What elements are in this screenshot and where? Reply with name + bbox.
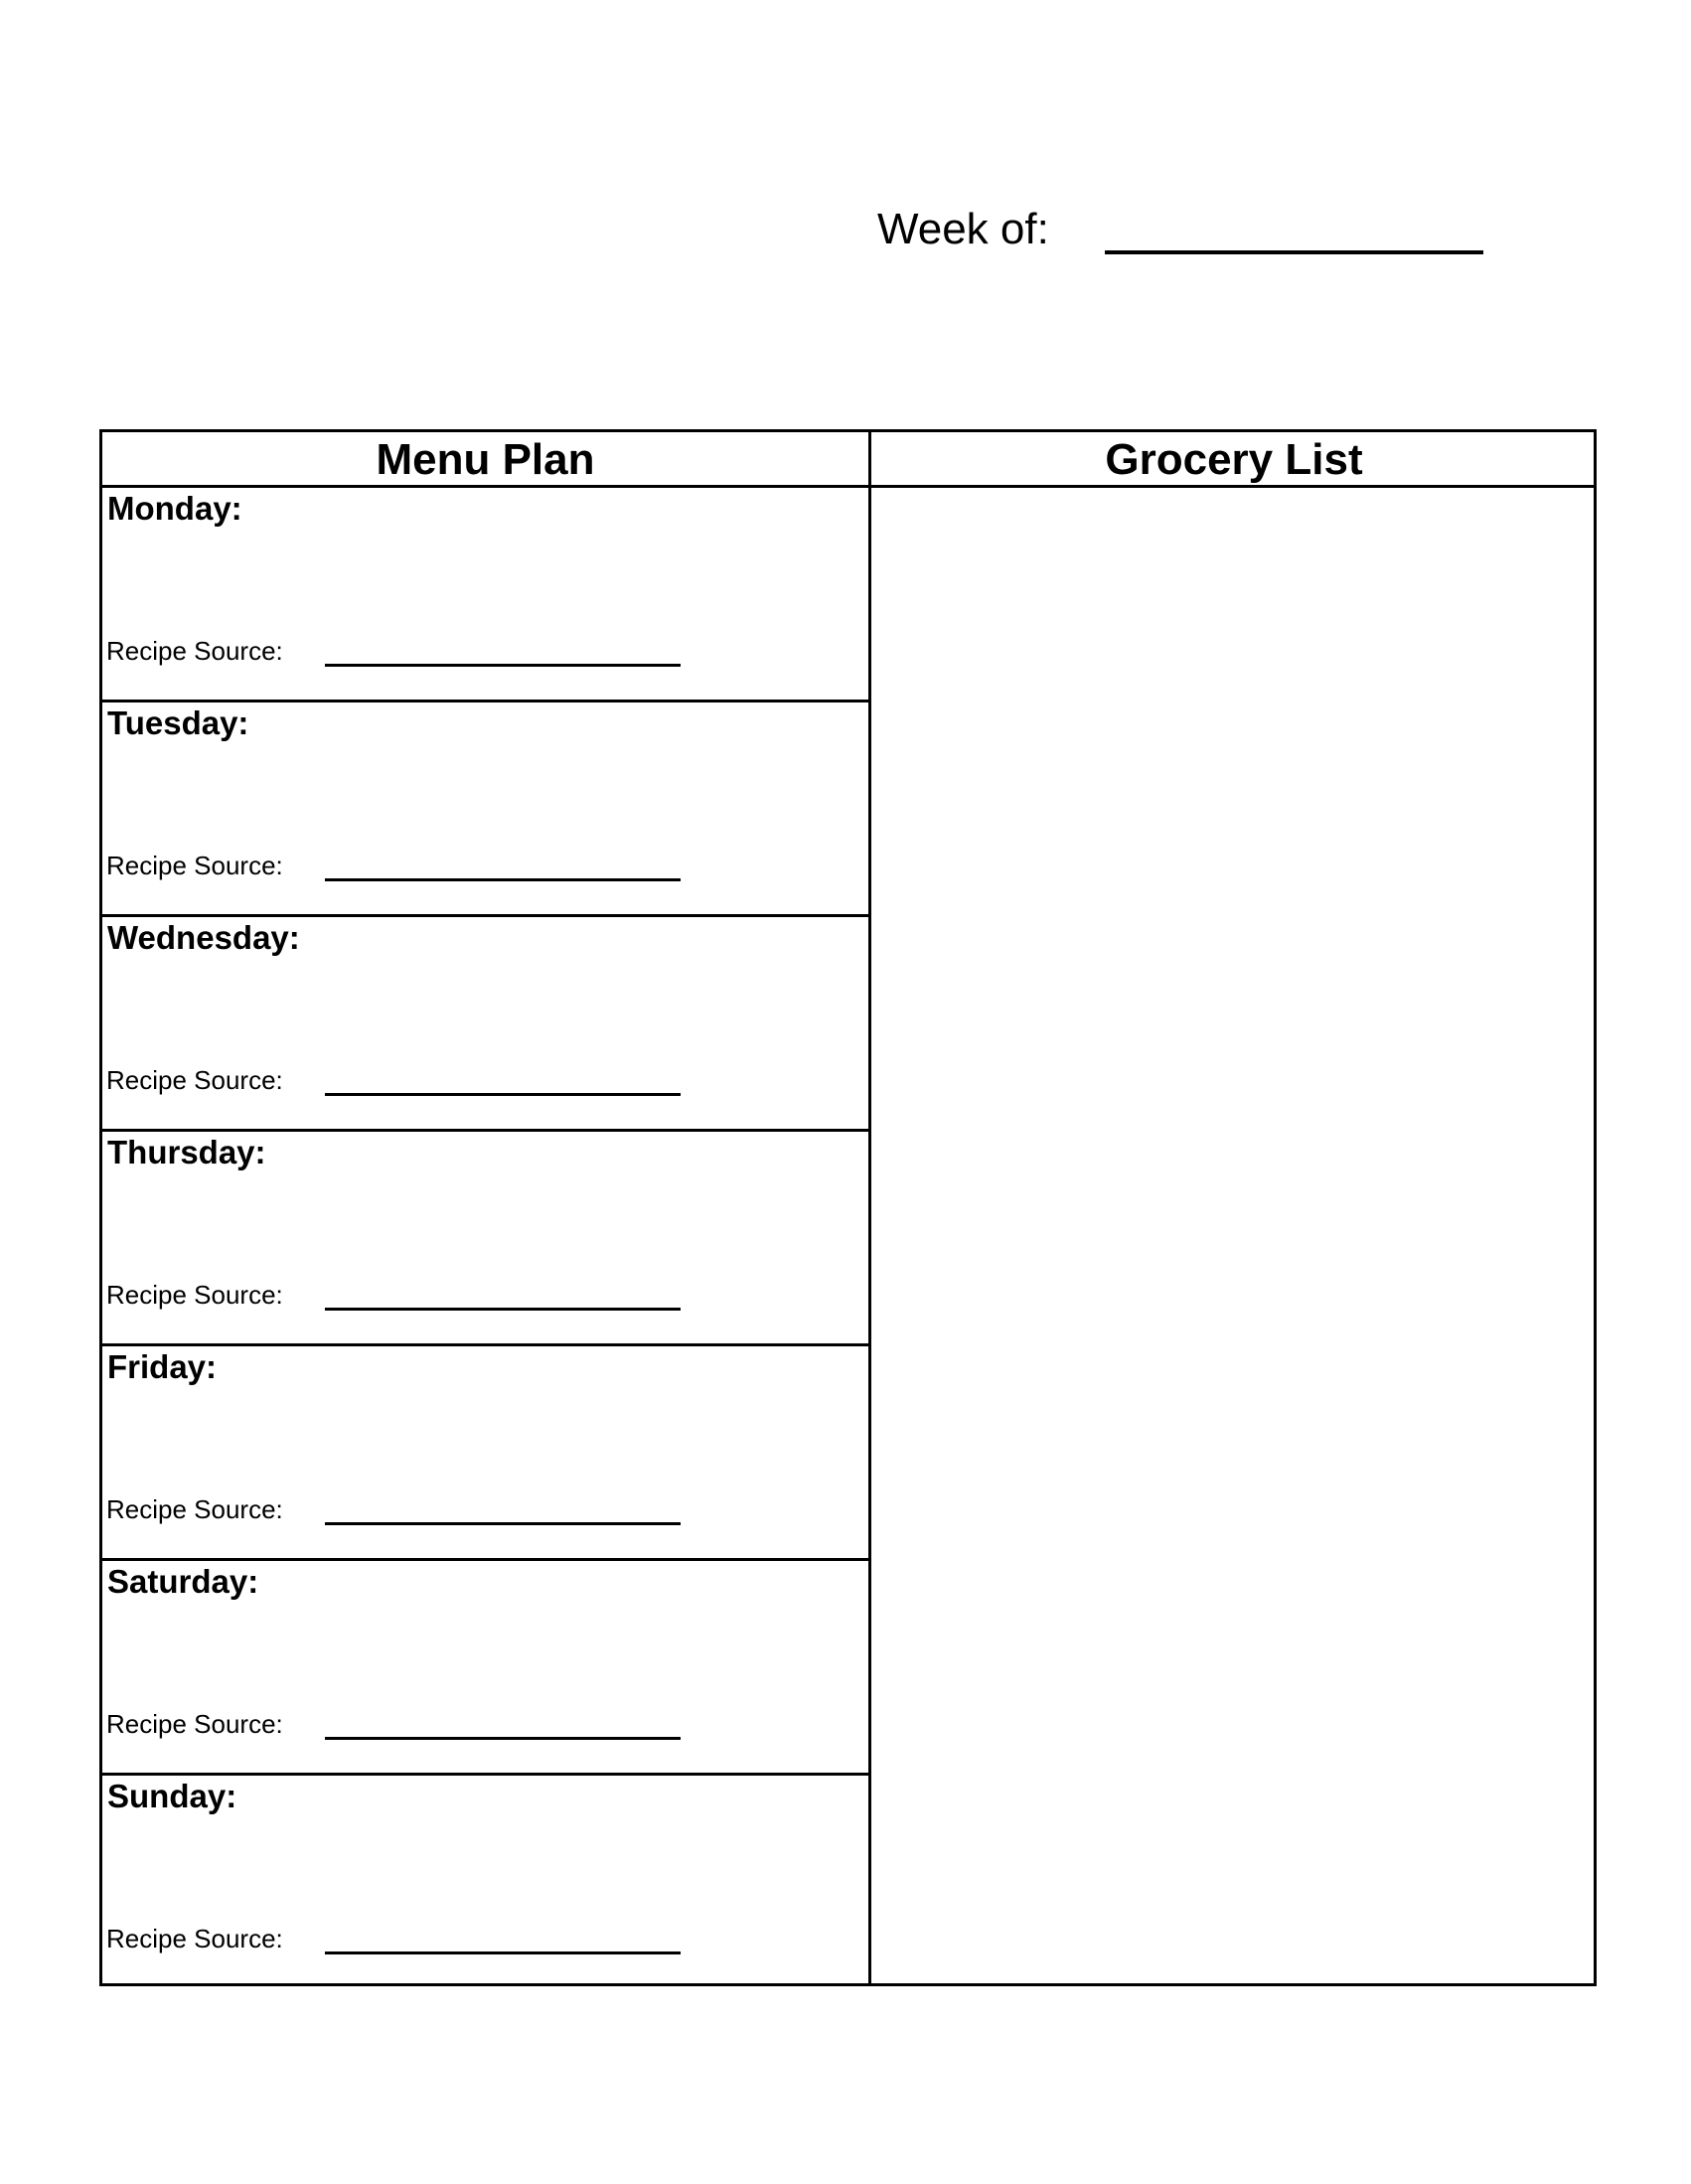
recipe-source-label: Recipe Source: bbox=[106, 636, 283, 666]
recipe-source-label: Recipe Source: bbox=[106, 1065, 283, 1095]
day-row-saturday[interactable] bbox=[102, 1561, 868, 1776]
day-label: Tuesday: bbox=[107, 704, 249, 741]
week-of-label: Week of: bbox=[877, 205, 1049, 253]
recipe-source-input-line[interactable] bbox=[325, 664, 681, 667]
grocery-list-area[interactable] bbox=[871, 488, 1597, 1986]
day-row-friday[interactable] bbox=[102, 1346, 868, 1561]
menu-plan-heading: Menu Plan bbox=[376, 435, 595, 484]
day-label: Monday: bbox=[107, 490, 242, 527]
menu-plan-column bbox=[102, 488, 868, 1987]
recipe-source-label: Recipe Source: bbox=[106, 1709, 283, 1739]
day-row-tuesday[interactable] bbox=[102, 702, 868, 917]
menu-grocery-table bbox=[99, 429, 1597, 1986]
day-row-monday[interactable] bbox=[102, 488, 868, 702]
recipe-source-input-line[interactable] bbox=[325, 1951, 681, 1954]
day-label: Wednesday: bbox=[107, 919, 300, 956]
recipe-source-input-line[interactable] bbox=[325, 1308, 681, 1311]
recipe-source-input-line[interactable] bbox=[325, 878, 681, 881]
table-header-row bbox=[102, 432, 1594, 488]
day-label: Friday: bbox=[107, 1348, 218, 1385]
recipe-source-label: Recipe Source: bbox=[106, 1924, 283, 1953]
recipe-source-input-line[interactable] bbox=[325, 1093, 681, 1096]
day-label: Sunday: bbox=[107, 1778, 237, 1814]
recipe-source-input-line[interactable] bbox=[325, 1737, 681, 1740]
day-label: Thursday: bbox=[107, 1134, 266, 1170]
day-label: Saturday: bbox=[107, 1563, 259, 1600]
day-row-thursday[interactable] bbox=[102, 1132, 868, 1346]
recipe-source-input-line[interactable] bbox=[325, 1522, 681, 1525]
day-row-wednesday[interactable] bbox=[102, 917, 868, 1132]
week-of-input-line[interactable] bbox=[1105, 250, 1483, 254]
recipe-source-label: Recipe Source: bbox=[106, 1494, 283, 1524]
week-of-section bbox=[877, 205, 1493, 260]
grocery-list-heading: Grocery List bbox=[1105, 435, 1363, 484]
recipe-source-label: Recipe Source: bbox=[106, 1280, 283, 1310]
day-row-sunday[interactable] bbox=[102, 1776, 868, 1987]
recipe-source-label: Recipe Source: bbox=[106, 851, 283, 880]
